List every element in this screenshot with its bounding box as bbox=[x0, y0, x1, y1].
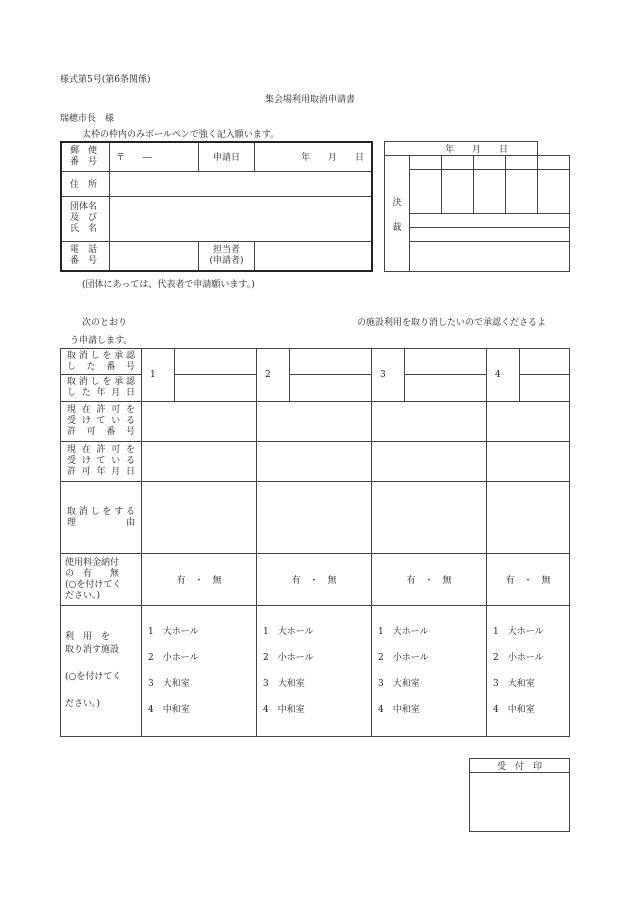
permit-number-4[interactable] bbox=[487, 402, 570, 442]
address-label: 住 所 bbox=[61, 171, 110, 196]
cancel-number-4[interactable] bbox=[520, 349, 570, 375]
cancel-date-4[interactable] bbox=[520, 375, 570, 402]
body-line2: う申請します。 bbox=[70, 336, 133, 346]
approval-label: 決 裁 bbox=[385, 156, 410, 272]
facility-list-2[interactable]: 1 大ホール 2 小ホール 3 大和室 4 中和室 bbox=[257, 606, 372, 737]
row-fee-label: 使用料金納付 の 有 無 (○を付けてく ださい。) bbox=[61, 554, 142, 606]
cancel-number-1[interactable] bbox=[175, 349, 257, 375]
address-field[interactable] bbox=[110, 171, 373, 196]
org-name-label: 団体名 及 び 氏 名 bbox=[61, 196, 110, 241]
facility-list-1[interactable]: 1 大ホール 2 小ホール 3 大和室 4 中和室 bbox=[142, 606, 257, 737]
group-note: (団体にあっては、代表者で申請願います。) bbox=[82, 280, 255, 290]
addressee: 瑞穂市長 様 bbox=[60, 114, 115, 124]
row-facility-label: 利 用 を 取り消す施設 (○を付けてく ださい。) bbox=[61, 606, 142, 737]
body-suffix: の施設利用を取り消したいので承認くださるよ bbox=[357, 318, 547, 328]
permit-date-4[interactable] bbox=[487, 442, 570, 482]
col-number-4: 4 bbox=[487, 349, 520, 402]
applicant-table bbox=[60, 141, 373, 272]
permit-date-2[interactable] bbox=[257, 442, 372, 482]
body-prefix: 次のとおり bbox=[82, 318, 128, 328]
page-title: 集会場利用取消申請書 bbox=[265, 95, 356, 105]
row-permit-number-label: 現 在 許 可 を 受 け て い る 許 可 番 号 bbox=[61, 402, 142, 442]
contact-field[interactable] bbox=[255, 241, 373, 271]
permit-date-3[interactable] bbox=[372, 442, 487, 482]
reason-2[interactable] bbox=[257, 482, 372, 554]
fee-option-1[interactable]: 有 ・ 無 bbox=[142, 554, 257, 606]
org-name-field[interactable] bbox=[110, 196, 373, 241]
reason-3[interactable] bbox=[372, 482, 487, 554]
apply-date-field[interactable]: 年 月 日 bbox=[255, 142, 373, 171]
contact-label: 担当者 (申請者) bbox=[199, 241, 255, 271]
receipt-stamp-box bbox=[469, 758, 570, 832]
form-number: 様式第5号(第6条関係) bbox=[60, 75, 151, 85]
reason-1[interactable] bbox=[142, 482, 257, 554]
cancel-number-2[interactable] bbox=[290, 349, 372, 375]
receipt-stamp-area bbox=[470, 773, 570, 832]
permit-number-3[interactable] bbox=[372, 402, 487, 442]
col-number-3: 3 bbox=[372, 349, 405, 402]
row-cancel-number-label: 取 消 し を 承 認 し た 番 号 bbox=[61, 349, 142, 375]
cancel-number-3[interactable] bbox=[405, 349, 487, 375]
approval-date: 年 月 日 bbox=[385, 142, 538, 156]
row-permit-date-label: 現 在 許 可 を 受 け て い る 許 可 年 月 日 bbox=[61, 442, 142, 482]
permit-number-1[interactable] bbox=[142, 402, 257, 442]
receipt-label: 受 付 印 bbox=[470, 759, 570, 773]
cancel-date-1[interactable] bbox=[175, 375, 257, 402]
postal-code-field[interactable]: 〒 ― bbox=[110, 142, 199, 171]
fee-option-3[interactable]: 有 ・ 無 bbox=[372, 554, 487, 606]
permit-date-1[interactable] bbox=[142, 442, 257, 482]
instruction-text: 太枠の枠内のみボールペンで強く記入願います。 bbox=[82, 130, 280, 140]
reason-4[interactable] bbox=[487, 482, 570, 554]
cancel-date-3[interactable] bbox=[405, 375, 487, 402]
col-number-1: 1 bbox=[142, 349, 175, 402]
apply-date-label: 申請日 bbox=[199, 142, 255, 171]
row-reason-label: 取 消 し を す る 理 由 bbox=[61, 482, 142, 554]
approval-table bbox=[384, 141, 570, 272]
permit-number-2[interactable] bbox=[257, 402, 372, 442]
cancel-table bbox=[60, 348, 570, 737]
facility-list-4[interactable]: 1 大ホール 2 小ホール 3 大和室 4 中和室 bbox=[487, 606, 570, 737]
col-number-2: 2 bbox=[257, 349, 290, 402]
cancel-date-2[interactable] bbox=[290, 375, 372, 402]
postal-label: 郵 便 番 号 bbox=[61, 142, 110, 171]
fee-option-2[interactable]: 有 ・ 無 bbox=[257, 554, 372, 606]
facility-list-3[interactable]: 1 大ホール 2 小ホール 3 大和室 4 中和室 bbox=[372, 606, 487, 737]
phone-label: 電 話 番 号 bbox=[61, 241, 110, 271]
phone-field[interactable] bbox=[110, 241, 199, 271]
row-cancel-date-label: 取 消 し を 承 認 し た 年 月 日 bbox=[61, 375, 142, 402]
fee-option-4[interactable]: 有 ・ 無 bbox=[487, 554, 570, 606]
